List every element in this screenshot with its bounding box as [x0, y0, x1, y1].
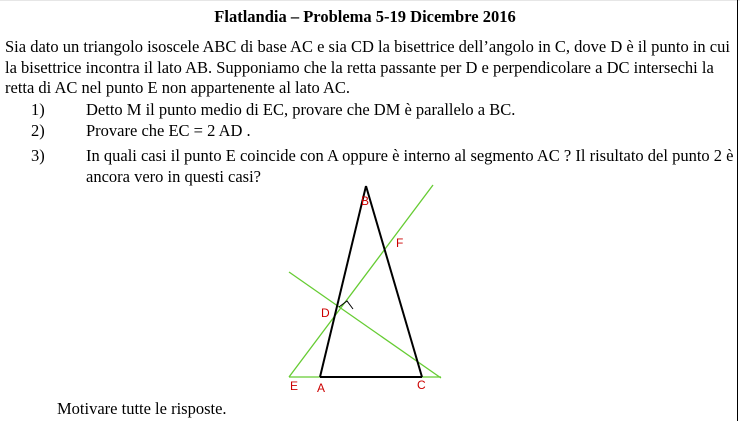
question-text: Detto M il punto medio di EC, provare che DM è parallelo a BC.	[86, 100, 516, 119]
label-f: F	[396, 236, 404, 250]
line-ed-perpendicular	[289, 185, 433, 377]
question-text: In quali casi il punto E coincide con A oppure è interno al segmento AC ? Il risultato del punto 2 è ancora vero in questi casi?	[86, 146, 734, 186]
label-d: D	[321, 306, 330, 320]
label-c: C	[417, 378, 426, 392]
label-e: E	[290, 379, 299, 393]
footer-note: Motivare tutte le risposte.	[57, 399, 227, 418]
question-number: 1)	[31, 100, 45, 119]
label-a: A	[317, 381, 326, 395]
problem-statement: Sia dato un triangolo isoscele ABC di base AC e sia CD la bisettrice dell’angolo in C, dove D è il punto in cui la bisettrice incontra il lato AB. Supponiamo che la retta passante per D e perpendicolare a DC intersechi la retta di AC nel punto E non appartenente al lato AC.	[5, 37, 730, 97]
question-number: 3)	[31, 146, 45, 165]
label-b: B	[361, 194, 370, 208]
side-bc	[366, 186, 422, 377]
document-title: Flatlandia – Problema 5-19 Dicembre 2016	[214, 7, 516, 26]
question-text: Provare che EC = 2 AD .	[86, 121, 251, 140]
question-number: 2)	[31, 121, 45, 140]
side-ab	[320, 186, 366, 377]
